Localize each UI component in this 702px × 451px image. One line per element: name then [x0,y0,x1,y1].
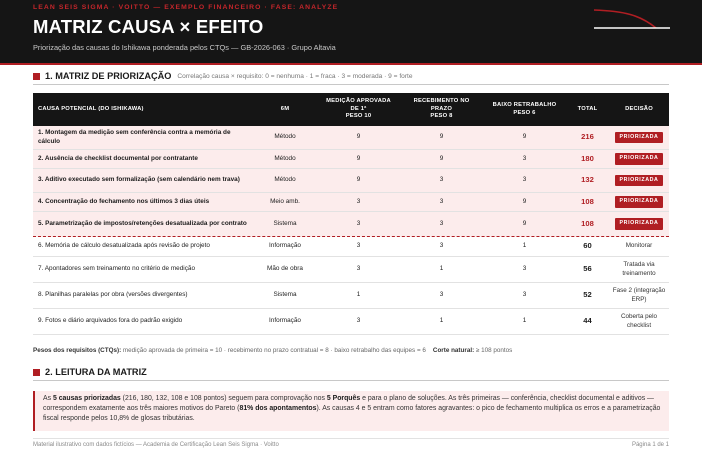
col-header-ctq3: BAIXO RETRABALHO PESO 6 [492,101,557,116]
decision-cell [609,193,669,211]
priority-badge: PRIORIZADA [615,196,664,207]
sixm-cell: Informação [269,317,301,325]
sixm-cell: Sistema [273,219,297,227]
total-cell: 52 [583,290,592,300]
col-header-ctq2: RECEBIMENTO NO PRAZO PESO 8 [413,98,470,120]
table-row [33,169,669,193]
cause-cell: 6. Memória de cálculo desatualizada após revisão de projeto [38,242,210,250]
decision-cell [609,150,669,168]
col-header-6m: 6M [280,105,290,112]
decision-cell: Tratada via treinamento [622,261,656,277]
section-1-title: 1. MATRIZ DE PRIORIZAÇÃO [45,71,172,81]
decision-cell [609,212,669,236]
total-cell: 180 [581,153,594,163]
col-header-ctq1: MEDIÇÃO APROVADA DE 1ª PESO 10 [326,98,391,120]
ctq1-cell: 3 [356,317,361,325]
sixm-cell: Método [274,154,296,162]
priority-badge: PRIORIZADA [615,132,664,143]
col-header-decision: DECISÃO [625,105,653,112]
total-cell: 60 [583,241,592,251]
ctq2-cell: 3 [439,176,444,184]
header-kicker: LEAN SEIS SIGMA · VOITTO — EXEMPLO FINANCEIRO · FASE: ANALYZE [33,4,339,11]
table-row [33,309,669,335]
ctq1-cell: 3 [356,242,361,250]
ctq2-cell: 9 [439,133,444,141]
ctq2-cell: 9 [439,154,444,162]
ctq1-cell: 1 [356,291,361,299]
matrix-reading-paragraph: As 5 causas priorizadas (216, 180, 132, 108 e 108 pontos) seguem para comprovação nos 5 Porquês e para o plano de soluções. As três primeiras — conferência, checklist documental e aditivos — correspondem exatamente aos três maiores motivos do Pareto (81% dos apontamentos). As causas 4 e 5 entram como fatores agravantes: o pico de fechamento multiplica os erros e a parametrização fiscal responde pelos 10,8% de glosas tributárias. [33,391,669,431]
total-cell: 108 [581,196,594,206]
decision-cell: Monitorar [625,242,653,250]
sixm-cell: Meio amb. [270,197,300,205]
table-row [33,193,669,212]
section-2-rule [33,380,669,381]
cause-cell: 5. Parametrização de impostos/retenções desatualizada por contrato [38,219,247,227]
ctq3-cell: 1 [522,242,527,250]
total-cell: 56 [583,264,592,274]
section-1-header [33,70,413,82]
table-row [33,150,669,169]
ctq1-cell: 9 [356,154,361,162]
priority-matrix-table [33,93,669,335]
cause-cell: 1. Montagem da medição sem conferência contra a memória de cálculo [38,128,231,145]
weights-footnote [33,347,512,354]
page-title: MATRIZ CAUSA × EFEITO [33,16,264,37]
decorative-curve-icon [590,6,672,32]
cause-cell: 3. Aditivo executado sem formalização (sem calendário nem trava) [38,176,240,184]
cause-cell: 2. Ausência de checklist documental por contratante [38,154,198,162]
sixm-cell: Método [274,176,296,184]
table-row [33,257,669,283]
page-subtitle: Priorização das causas do Ishikawa ponderada pelos CTQs — GB-2026-063 · Grupo Altavia [33,43,336,52]
table-row [33,283,669,309]
section-marker-icon [33,73,40,80]
section-marker-icon [33,369,40,376]
ctq3-cell: 9 [522,219,527,227]
ctq3-cell: 9 [522,133,527,141]
cause-cell: 7. Apontadores sem treinamento no critério de medição [38,265,196,273]
ctq2-cell: 3 [439,219,444,227]
ctq1-cell: 9 [356,176,361,184]
section-1-note: Correlação causa × requisito: 0 = nenhuma · 1 = fraca · 3 = moderada · 9 = forte [177,72,413,80]
col-header-total: TOTAL [577,105,598,112]
cause-cell: 9. Fotos e diário arquivados fora do padrão exigido [38,317,183,325]
col-header-cause: CAUSA POTENCIAL (DO ISHIKAWA) [38,105,144,112]
ctq1-cell: 9 [356,133,361,141]
table-row [33,126,669,150]
table-row [33,237,669,257]
total-cell: 132 [581,175,594,185]
document-header [0,0,702,65]
decision-cell: Fase 2 (integração ERP) [612,287,666,303]
weights-label: Pesos dos requisitos (CTQs): [33,347,122,354]
cut-label: Corte natural: [432,347,475,354]
priority-badge: PRIORIZADA [615,175,664,186]
ctq3-cell: 9 [522,197,527,205]
sixm-cell: Método [274,133,296,141]
ctq2-cell: 3 [439,197,444,205]
table-header-row [33,93,669,126]
ctq2-cell: 3 [439,291,444,299]
decision-cell: Coberta pelo checklist [620,313,658,329]
priority-badge: PRIORIZADA [615,218,664,229]
cause-cell: 8. Planilhas paralelas por obra (versões divergentes) [38,291,188,299]
total-cell: 44 [583,316,592,326]
sixm-cell: Mão de obra [267,265,303,273]
cause-cell: 4. Concentração do fechamento nos últimos 3 dias úteis [38,197,210,205]
total-cell: 216 [581,132,594,142]
decision-cell [609,126,669,149]
cut-text: ≥ 108 pontos [475,347,513,354]
ctq2-cell: 3 [439,242,444,250]
section-1-rule [33,84,669,85]
sixm-cell: Sistema [273,291,297,299]
ctq3-cell: 3 [522,176,527,184]
ctq2-cell: 1 [439,265,444,273]
page-footer [33,438,669,448]
ctq1-cell: 3 [356,265,361,273]
ctq1-cell: 3 [356,197,361,205]
ctq3-cell: 3 [522,154,527,162]
total-cell: 108 [581,218,594,228]
ctq3-cell: 3 [522,265,527,273]
ctq3-cell: 3 [522,291,527,299]
section-2-title: 2. LEITURA DA MATRIZ [45,367,147,377]
table-row [33,212,669,237]
footer-disclaimer: Material ilustrativo com dados fictícios — Academia de Certificação Lean Seis Sigma · Voitto [33,442,279,448]
weights-text: medição aprovada de primeira = 10 · recebimento no prazo contratual = 8 · baixo retrabalho das equipes = 6 [122,347,426,354]
page-number: Página 1 de 1 [631,442,669,448]
ctq3-cell: 1 [522,317,527,325]
decision-cell [609,169,669,192]
section-2-header [33,366,147,378]
sixm-cell: Informação [269,242,301,250]
ctq1-cell: 3 [356,219,361,227]
ctq2-cell: 1 [439,317,444,325]
priority-badge: PRIORIZADA [615,153,664,164]
